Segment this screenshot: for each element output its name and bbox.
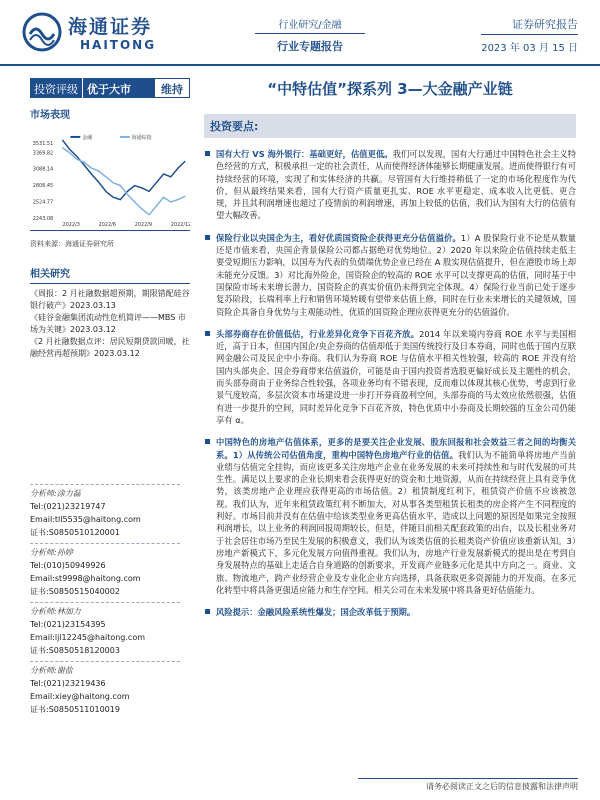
y-tick-label: 3088.14 xyxy=(32,166,54,173)
rating-box xyxy=(30,78,190,98)
key-point-head: 保险行业以央国企为主，看好优质国资险企获得更充分估值溢价。 xyxy=(216,232,461,243)
analyst-card xyxy=(30,602,180,657)
report-title: “中特估值”探系列 3—大金融产业链 xyxy=(267,80,513,98)
analyst-tel: Tel:(021)23219436 xyxy=(30,679,106,688)
key-point-head: 中国特色的房地产估值体系，更多的是要关注企业发展、股东回报和社会效益三者之间的均衡关系。1）从传统公司估值角度，重构中国特色房地产行业的估值。 xyxy=(216,437,576,460)
y-tick-label: 2806.45 xyxy=(32,183,54,190)
logo-en: HAITONG xyxy=(80,38,157,52)
analyst-name: 分析师:孙婷 xyxy=(30,548,73,557)
analyst-list xyxy=(30,484,180,720)
analyst-cert: 证书:S0850515040002 xyxy=(30,587,120,596)
y-tick-label: 2243.08 xyxy=(32,216,54,223)
analyst-card xyxy=(30,484,180,539)
y-tick-label: 3531.51 xyxy=(32,140,54,147)
haitong-logo xyxy=(22,10,172,58)
x-tick-label: 2022/3 xyxy=(62,222,80,229)
analyst-cert: 证书:S0850510120001 xyxy=(30,528,120,537)
logo-cn: 海通证券 xyxy=(68,16,153,38)
sidebar xyxy=(30,78,190,360)
key-point xyxy=(204,436,576,596)
key-point-body: 我们可以发现，国有大行通过中国特色社会主义特色经营的方式，积极承担一定的社会责任，从而使得经济体能够长期健康发展。进而使得银行有可持续经营的环境，实现了和实体经济的共赢。尽管国有大行维持稍低了一定的市场化程度作为代价，但从最终结果来看，国有大行资产质量更扎实、ROE 水平更稳定、成本收入比更低、更合规，并且其利润增速也超过了疫情前的利润增速，再加上较低的估值，我们认为国有大行的估值有望大幅改善。 xyxy=(216,149,576,221)
chart-source: 资料来源：海通证券研究所 xyxy=(30,240,114,248)
report-label: 证券研究报告 xyxy=(481,16,578,35)
rating-label: 投资评级 xyxy=(30,78,82,98)
x-tick-label: 2022/12 xyxy=(170,222,190,229)
key-point xyxy=(204,232,576,318)
report-meta xyxy=(481,16,578,54)
analyst-tel: Tel:(021)23154395 xyxy=(30,620,106,629)
analyst-email[interactable]: Email:st9998@haitong.com xyxy=(30,574,141,583)
related-title: 相关研究 xyxy=(30,269,190,284)
key-point xyxy=(204,328,576,426)
analyst-card xyxy=(30,661,180,716)
disclaimer-footer: 请务必阅读正文之后的信息披露和法律声明 xyxy=(358,778,578,792)
analyst-email[interactable]: Email:xiey@haitong.com xyxy=(30,692,130,701)
report-date: 2023 年 03 月 15 日 xyxy=(481,43,578,54)
analyst-tel: Tel:(010)50949926 xyxy=(30,561,106,570)
series-line-haitong-index xyxy=(62,148,185,215)
analyst-name: 分析师:涂力磊 xyxy=(30,489,81,498)
analyst-email[interactable]: Email:tll5535@haitong.com xyxy=(30,515,141,524)
report-category xyxy=(255,16,365,54)
key-point-body: 2014 年以来境内券商 ROE 水平与美国相近，高于日本，但国内国企/央企券商的估值却低于美国传统投行及日本券商，同时也低于国内互联网金融公司及民企中小券商。我们认为券商 ROE 与估值水平相关性较强，较高的 ROE 并没有给国内头部央企、国企券商带来估值溢价，可能是由于国内投资者选股更偏好成长及主题性的机会，而头部券商由于业务综合性较强，各项业务均有不错表现，反而难以体现其核心优势，考虑到行业景气度较高，多层次资本市场建设进一步打开券商盈利空间，头部券商的马太效应依然很强，估值有进一步提升的空间，同时差异化竞争下百花齐放，特色优质中小券商及长期较强的互金公司仍能享有 α。 xyxy=(216,328,576,425)
key-point xyxy=(204,148,576,222)
y-tick-label: 2524.77 xyxy=(32,199,54,206)
main-content xyxy=(204,78,576,628)
related-item[interactable]: 《周报：2 月社融数据超预期，期限错配硅谷银行破产》2023.03.13 xyxy=(30,289,190,310)
key-point-body: 我们认为不能简单将房地产当前业绩与估值完全挂钩，而应该更多关注房地产企业在业务发展的未来可持续性和与时代发展的可共生性。满足以上要求的企业长期来看会获得更好的资金和土地资源，从而在持续经营上具有竞争优势，该类房地产企业理应获得更高的市场估值。2）租赁制度红利下，租赁资产价值不应该被忽视。我们认为，近年来租赁政策红利不断加大，对从事各类型租赁长租类的房企将产生不同程度的利好。市场目前并没有在估值中给该类型业务更高估值水平，造成以上问题的原因是如果完全按照利润增长，以上业务的利润回报周期较长，但是，伴随目前相关配套政策的出台，以及长租业务对于社会居住市场乃至民生发展的积极意义，我们认为该类估值的长租类资产价值应该重新认知。3）房地产新模式下，多元化发展方向值得重视。我们认为，房地产行业发展新模式的提出是在考到自身发展特点的基础上走适合自身道路的创新要求，开发商产业链多元化是其中方向之一。商业、文旅、物流地产，跨产业经营企业及专业化企业方向选择，具备获取更多资源能力的开发商，在多元化转型中将具备更强适应能力和生存空间。相关公司在未来发展中将具备更好估值能力。 xyxy=(216,449,576,595)
page-header xyxy=(0,0,600,66)
key-point-head: 头部券商存在价值低估，行业差异化竞争下百花齐放。 xyxy=(216,328,420,339)
analyst-cert: 证书:S0850511010019 xyxy=(30,705,120,714)
analyst-tel: Tel:(021)23219747 xyxy=(30,502,106,511)
analyst-email[interactable]: Email:ljl12245@haitong.com xyxy=(30,633,146,642)
haitong-logo-icon xyxy=(22,12,62,52)
key-points-title: 投资要点: xyxy=(204,114,576,138)
key-point-body: 1）A 股保险行业不论是从数量还是市值来看，央国企背景保险公司都占据绝对优势地位。2）2020 年以来险企估值持续走低主要受短期压力影响，以国寿为代表的负债端优势企业已经在 A 股实现估值提升，但在港股市场上却未能充分反馈。3）对比海外险企，国资险企的较高的 ROE 水平可以支撑更高的估值，同时基于中国保险市场未来增长潜力，国资险企的真实价值仍未得到完全体现。4）保险行业当前已处于逐步复苏阶段，长端利率上行和销售环境转暖有望带来估值上修，同时在行业未来增长的关键领域，国资险企具备自身优势与主观能动性，优质的国资险企理应获得更充分的估值溢价。 xyxy=(216,232,576,317)
legend-label: 海通综指 xyxy=(131,134,152,141)
analyst-name: 分析师:谢盐 xyxy=(30,666,73,675)
key-point xyxy=(204,606,576,618)
category-label: 行业研究/金融 xyxy=(255,16,365,34)
key-points xyxy=(204,148,576,618)
related-research xyxy=(30,269,190,360)
key-point-head: 国有大行 VS 海外银行：基础更好，估值更低。 xyxy=(216,149,393,159)
market-title: 市场表现 xyxy=(30,110,70,121)
related-item[interactable]: 《2 月社融数据点评：居民短期贷款回暖，社融经营再超预期》2023.03.12 xyxy=(30,337,190,358)
analyst-card xyxy=(30,543,180,598)
rating-value: 优于大市 xyxy=(82,78,154,98)
analyst-name: 分析师:林加力 xyxy=(30,607,81,616)
rating-action: 维持 xyxy=(154,78,190,98)
x-tick-label: 2022/6 xyxy=(98,222,116,229)
x-tick-label: 2022/9 xyxy=(134,222,153,229)
key-point-head: 风险提示：金融风险系统性爆发；国企改革低于预期。 xyxy=(216,607,416,618)
analyst-cert: 证书:S0850518120003 xyxy=(30,646,120,655)
legend-label: 金融 xyxy=(82,134,93,141)
market-chart xyxy=(30,131,190,231)
related-item[interactable]: 《硅谷金融集团流动性危机简评——MBS 市场为关键》2023.03.12 xyxy=(30,313,186,334)
y-tick-label: 3369.82 xyxy=(32,150,54,157)
report-type: 行业专题报告 xyxy=(277,40,343,53)
